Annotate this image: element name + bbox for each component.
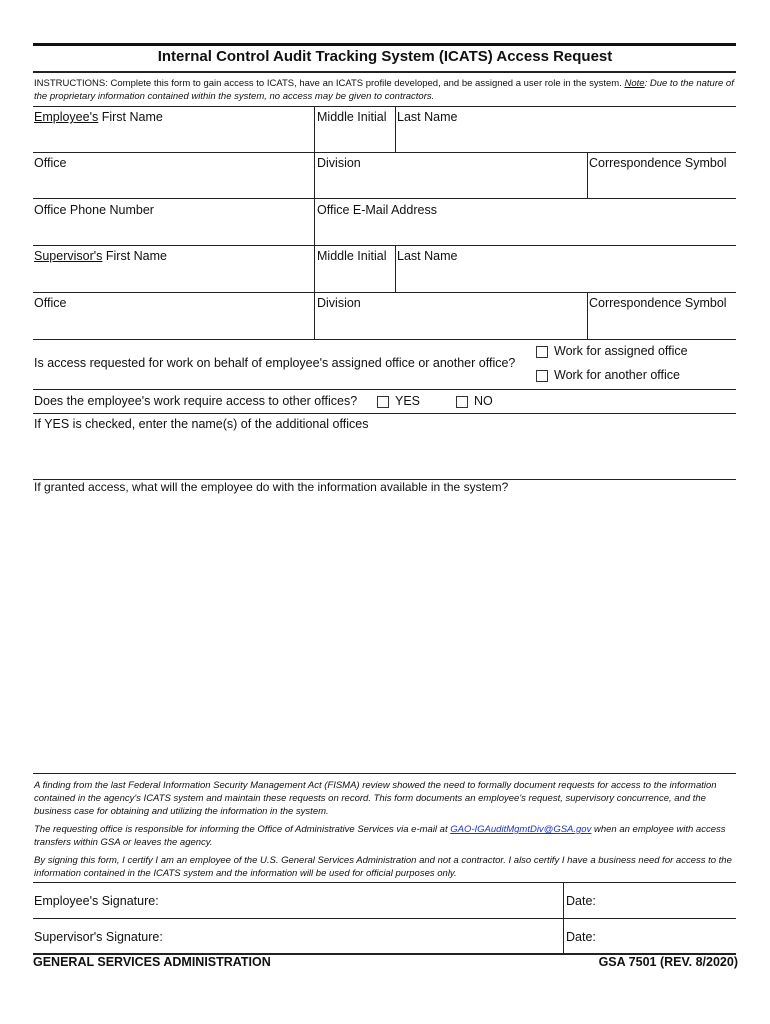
row-rule <box>33 152 736 153</box>
employee-office-field[interactable] <box>34 172 312 196</box>
office-phone-field[interactable] <box>34 219 312 243</box>
supervisor-first-name-field[interactable] <box>34 266 312 290</box>
employee-middle-initial-label: Middle Initial <box>317 110 387 124</box>
employee-signature-label: Employee's Signature: <box>34 894 159 908</box>
supervisor-correspondence-symbol-field[interactable] <box>589 312 735 336</box>
row-rule <box>33 882 736 883</box>
office-phone-label: Office Phone Number <box>34 203 154 217</box>
supervisor-last-name-label: Last Name <box>397 249 458 263</box>
row-rule <box>33 918 736 919</box>
supervisor-division-label: Division <box>317 296 361 310</box>
form-title: Internal Control Audit Tracking System (ICATS) Access Request <box>157 48 613 65</box>
supervisor-signature-label: Supervisor's Signature: <box>34 930 163 944</box>
responsibility-paragraph: The requesting office is responsible for informing the Office of Administrative Services via e-mail at GAO-IGAuditMgmtDiv@GSA.gov when an employee with access transfers within GSA or leaves the agency. <box>34 824 726 848</box>
additional-offices-field[interactable] <box>34 434 734 476</box>
office-email-field[interactable] <box>316 219 735 243</box>
row-rule <box>33 339 736 340</box>
employee-first-name-field[interactable] <box>34 126 312 150</box>
responsibility-email-link[interactable]: GAO-IGAuditMgmtDiv@GSA.gov <box>450 824 592 835</box>
col-divider <box>395 245 396 292</box>
supervisor-date-label: Date: <box>566 930 596 944</box>
employee-first-name-label: Employee's First Name <box>34 110 163 124</box>
employee-division-label: Division <box>317 156 361 170</box>
other-offices-question: Does the employee's work require access to other offices? <box>34 394 358 408</box>
supervisor-correspondence-symbol-label: Correspondence Symbol <box>589 296 727 310</box>
employee-date-field[interactable] <box>600 886 734 916</box>
supervisor-date-field[interactable] <box>600 922 734 952</box>
work-for-assigned-office-checkbox[interactable] <box>536 346 548 358</box>
note-label: Note <box>624 78 645 89</box>
instructions <box>34 77 734 103</box>
work-for-another-office-label: Work for another office <box>554 368 680 382</box>
row-rule <box>33 198 736 199</box>
title-rule <box>33 71 736 73</box>
row-rule <box>33 245 736 246</box>
col-divider <box>314 292 315 339</box>
yes-label: YES <box>395 394 421 408</box>
employee-correspondence-symbol-field[interactable] <box>589 172 735 196</box>
supervisor-last-name-field[interactable] <box>397 266 735 290</box>
row-rule <box>33 389 736 390</box>
access-question: Is access requested for work on behalf of employee's assigned office or another office? <box>34 356 516 370</box>
col-divider <box>314 198 315 245</box>
employee-correspondence-symbol-label: Correspondence Symbol <box>589 156 727 170</box>
col-divider <box>314 106 315 152</box>
col-divider <box>314 152 315 198</box>
col-divider <box>587 292 588 339</box>
employee-date-label: Date: <box>566 894 596 908</box>
work-for-assigned-office-label: Work for assigned office <box>554 344 688 358</box>
col-divider <box>314 245 315 292</box>
employee-office-label: Office <box>34 156 67 170</box>
row-rule <box>33 413 736 414</box>
supervisor-signature-field[interactable] <box>166 922 560 952</box>
employee-middle-initial-field[interactable] <box>316 126 393 150</box>
supervisor-division-field[interactable] <box>316 312 585 336</box>
col-divider <box>587 152 588 198</box>
fisma-paragraph: A finding from the last Federal Information Security Management Act (FISMA) review showed the need to formally document requests for access to the information contained in the agency's ICATS system and maintain these requests on record. This form documents an employee's request, supervisory concurrence, and the business case for obtaining and utilizing the information in the system. <box>34 780 717 817</box>
employee-last-name-field[interactable] <box>397 126 735 150</box>
supervisor-first-name-label: Supervisor's First Name <box>34 249 167 263</box>
yes-checkbox[interactable] <box>377 396 389 408</box>
employee-signature-field[interactable] <box>160 886 560 916</box>
employee-division-field[interactable] <box>316 172 585 196</box>
usage-question: If granted access, what will the employee do with the information available in the system? <box>34 480 509 494</box>
row-rule <box>33 106 736 107</box>
agency-name: GENERAL SERVICES ADMINISTRATION <box>33 955 271 969</box>
note-text: : Due to the nature of the proprietary information contained within the system, no access may be given to contractors. <box>34 78 734 102</box>
certify-paragraph: By signing this form, I certify I am an employee of the U.S. General Services Administration and not a contractor. I also certify I have a business need for access to the information contained in the ICATS system and the information will be used for official purposes only. <box>34 855 732 879</box>
office-email-label: Office E-Mail Address <box>317 203 437 217</box>
top-rule <box>33 43 736 46</box>
work-for-another-office-checkbox[interactable] <box>536 370 548 382</box>
form-number: GSA 7501 (REV. 8/2020) <box>598 955 738 969</box>
instructions-text: INSTRUCTIONS: Complete this form to gain access to ICATS, have an ICATS profile developed, and be assigned a user role in the system. <box>34 78 622 89</box>
col-divider <box>395 106 396 152</box>
row-rule <box>33 773 736 774</box>
supervisor-middle-initial-label: Middle Initial <box>317 249 387 263</box>
no-label: NO <box>474 394 493 408</box>
no-checkbox[interactable] <box>456 396 468 408</box>
employee-last-name-label: Last Name <box>397 110 458 124</box>
supervisor-office-label: Office <box>34 296 67 310</box>
supervisor-middle-initial-field[interactable] <box>316 266 393 290</box>
additional-offices-label: If YES is checked, enter the name(s) of the additional offices <box>34 417 369 431</box>
supervisor-office-field[interactable] <box>34 312 312 336</box>
usage-answer-field[interactable] <box>34 498 734 768</box>
row-rule <box>33 292 736 293</box>
